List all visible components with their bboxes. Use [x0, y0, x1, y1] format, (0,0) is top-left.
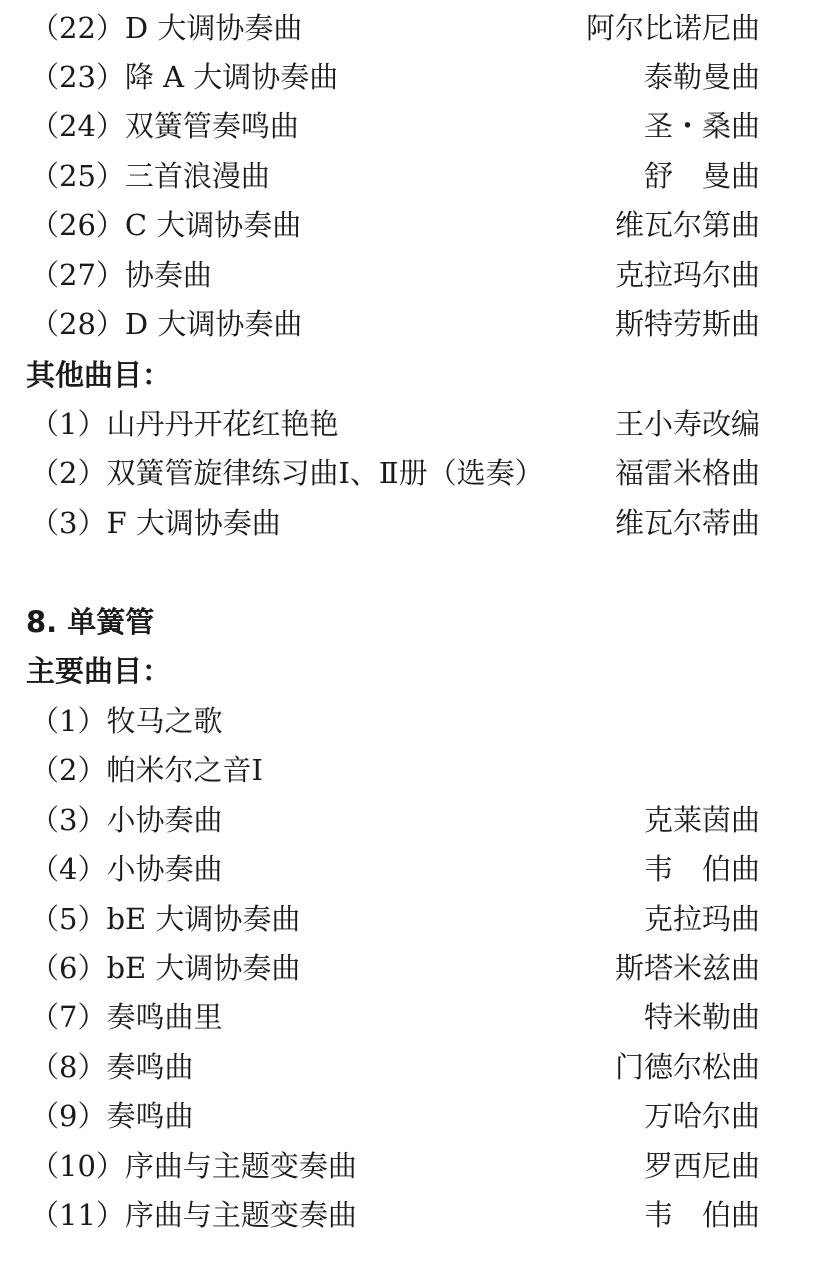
list-item [0, 156, 818, 196]
piece-composer: 斯特劳斯曲 [614, 307, 760, 341]
list-item [0, 948, 818, 988]
piece-title: （27）协奏曲 [30, 258, 212, 292]
piece-title: （10）序曲与主题变奏曲 [30, 1149, 357, 1183]
piece-composer: 王小寿改编 [614, 407, 760, 441]
piece-title: （23）降 A 大调协奏曲 [30, 60, 339, 94]
list-item [0, 800, 818, 840]
list-item [0, 304, 818, 344]
list-item [0, 106, 818, 146]
list-item [0, 57, 818, 97]
list-item [0, 701, 818, 741]
piece-composer: 韦 伯曲 [643, 852, 760, 886]
list-item [0, 404, 818, 444]
piece-title: （3）小协奏曲 [30, 803, 223, 837]
list-item [0, 205, 818, 245]
piece-composer: 阿尔比诺尼曲 [585, 11, 760, 45]
piece-composer: 维瓦尔第曲 [614, 208, 760, 242]
list-item [0, 1096, 818, 1136]
list-item [0, 899, 818, 939]
piece-composer: 舒 曼曲 [643, 159, 760, 193]
piece-composer: 圣・桑曲 [643, 109, 760, 143]
piece-title: （8）奏鸣曲 [30, 1050, 194, 1084]
piece-title: （24）双簧管奏鸣曲 [30, 109, 299, 143]
piece-title: （26）C 大调协奏曲 [30, 208, 302, 242]
list-item [0, 997, 818, 1037]
other-repertoire-heading: 其他曲目： [26, 358, 172, 392]
piece-composer: 克莱茵曲 [643, 803, 760, 837]
section-heading: 8. 单簧管 [26, 605, 155, 639]
piece-title: （7）奏鸣曲里 [30, 1000, 223, 1034]
list-item [0, 1195, 818, 1235]
list-item [0, 503, 818, 543]
piece-composer: 罗西尼曲 [643, 1149, 760, 1183]
piece-title: （2）帕米尔之音Ⅰ [30, 753, 263, 787]
list-item [0, 1047, 818, 1087]
piece-title: （6）bE 大调协奏曲 [30, 951, 301, 985]
main-repertoire-heading: 主要曲目： [26, 654, 172, 688]
piece-title: （1）山丹丹开花红艳艳 [30, 407, 339, 441]
piece-title: （5）bE 大调协奏曲 [30, 902, 301, 936]
list-item [0, 453, 818, 493]
list-item [0, 750, 818, 790]
piece-composer: 克拉玛曲 [643, 902, 760, 936]
piece-title: （2）双簧管旋律练习曲Ⅰ、Ⅱ册（选奏） [30, 456, 544, 490]
piece-composer: 维瓦尔蒂曲 [614, 506, 760, 540]
piece-composer: 特米勒曲 [643, 1000, 760, 1034]
piece-composer: 克拉玛尔曲 [614, 258, 760, 292]
list-item [0, 1146, 818, 1186]
piece-title: （3）F 大调协奏曲 [30, 506, 281, 540]
piece-composer: 韦 伯曲 [643, 1198, 760, 1232]
piece-title: （1）牧马之歌 [30, 704, 223, 738]
list-item [0, 255, 818, 295]
piece-composer: 万哈尔曲 [643, 1099, 760, 1133]
piece-title: （25）三首浪漫曲 [30, 159, 270, 193]
piece-composer: 斯塔米兹曲 [614, 951, 760, 985]
list-item [0, 849, 818, 889]
piece-composer: 门德尔松曲 [614, 1050, 760, 1084]
piece-title: （28）D 大调协奏曲 [30, 307, 303, 341]
piece-title: （9）奏鸣曲 [30, 1099, 194, 1133]
piece-composer: 泰勒曼曲 [643, 60, 760, 94]
piece-title: （11）序曲与主题变奏曲 [30, 1198, 357, 1232]
piece-composer: 福雷米格曲 [614, 456, 760, 490]
piece-title: （4）小协奏曲 [30, 852, 223, 886]
piece-title: （22）D 大调协奏曲 [30, 11, 303, 45]
list-item [0, 8, 818, 48]
